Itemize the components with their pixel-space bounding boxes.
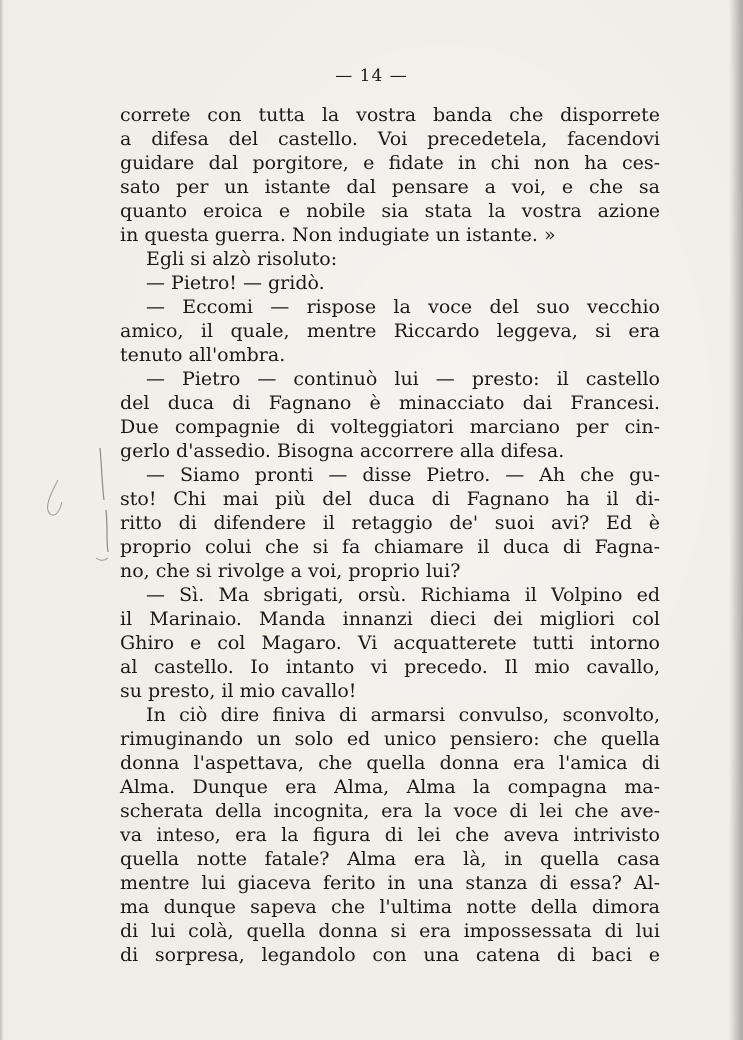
body-text xyxy=(120,103,660,967)
text-line: — Pietro! — gridò. xyxy=(146,272,325,294)
text-line: donna l'aspettava, che quella donna era l'amica di xyxy=(120,752,660,774)
text-line: Egli si alzò risoluto: xyxy=(146,248,338,270)
page-edge-shadow xyxy=(729,0,743,1040)
text-line: Ghiro e col Magaro. Vi acquatterete tutti intorno xyxy=(120,632,660,654)
text-line: del duca di Fagnano è minacciato dai Francesi. xyxy=(120,392,660,414)
text-line: a difesa del castello. Voi precedetela, facendovi xyxy=(120,128,660,150)
pencil-stroke xyxy=(96,558,108,560)
text-line: al castello. Io intanto vi precedo. Il mio cavallo, xyxy=(120,656,660,678)
text-line: quella notte fatale? Alma era là, in quella casa xyxy=(120,848,660,870)
text-line: — Sì. Ma sbrigati, orsù. Richiama il Volpino ed xyxy=(146,584,660,606)
text-line: no, che si rivolge a voi, proprio lui? xyxy=(120,560,461,582)
text-line: Due compagnie di volteggiatori marciano per cin- xyxy=(120,416,660,438)
text-line: In ciò dire finiva di armarsi convulso, sconvolto, xyxy=(146,704,660,726)
text-line: ritto di difendere il retaggio de' suoi avi? Ed è xyxy=(120,512,660,534)
page-binding-shadow xyxy=(0,0,4,1040)
page-number: — 14 — xyxy=(335,66,408,86)
text-line: gerlo d'assedio. Bisogna accorrere alla difesa. xyxy=(120,440,565,462)
text-line: scherata della incognita, era la voce di lei che ave- xyxy=(120,800,660,822)
text-line: — Siamo pronti — disse Pietro. — Ah che gu- xyxy=(146,464,660,486)
text-line: correte con tutta la vostra banda che disporrete xyxy=(120,104,660,126)
text-line: va inteso, era la figura di lei che aveva intrivisto xyxy=(120,824,660,846)
text-line: sato per un istante dal pensare a voi, e che sa xyxy=(120,176,660,198)
text-line: mentre lui giaceva ferito in una stanza di essa? Al- xyxy=(120,872,660,894)
text-line: amico, il quale, mentre Riccardo leggeva, si era xyxy=(120,320,660,342)
text-line: Alma. Dunque era Alma, Alma la compagna ma- xyxy=(120,776,660,798)
text-line: in questa guerra. Non indugiate un istante. » xyxy=(120,224,556,246)
text-line: ma dunque sapeva che l'ultima notte della dimora xyxy=(120,896,660,918)
text-line: — Pietro — continuò lui — presto: il castello xyxy=(146,368,660,390)
text-line: il Marinaio. Manda innanzi dieci dei migliori col xyxy=(120,608,660,630)
text-line: — Eccomi — rispose la voce del suo vecchio xyxy=(146,296,660,318)
text-line: quanto eroica e nobile sia stata la vostra azione xyxy=(120,200,660,222)
pencil-stroke xyxy=(100,448,104,500)
text-line: rimuginando un solo ed unico pensiero: che quella xyxy=(120,728,660,750)
text-line: sto! Chi mai più del duca di Fagnano ha il di- xyxy=(120,488,660,510)
text-line: di lui colà, quella donna si era impossessata di lui xyxy=(120,920,660,942)
text-line: tenuto all'ombra. xyxy=(120,344,286,366)
text-line: di sorpresa, legandolo con una catena di baci e xyxy=(120,944,660,966)
pencil-stroke xyxy=(106,510,108,552)
text-line: guidare dal porgitore, e fidate in chi non ha ces- xyxy=(120,152,660,174)
pencil-stroke xyxy=(48,480,62,515)
pencil-margin-marks xyxy=(36,440,116,570)
text-line: proprio colui che si fa chiamare il duca di Fagna- xyxy=(120,536,660,558)
text-line: su presto, il mio cavallo! xyxy=(120,680,357,702)
